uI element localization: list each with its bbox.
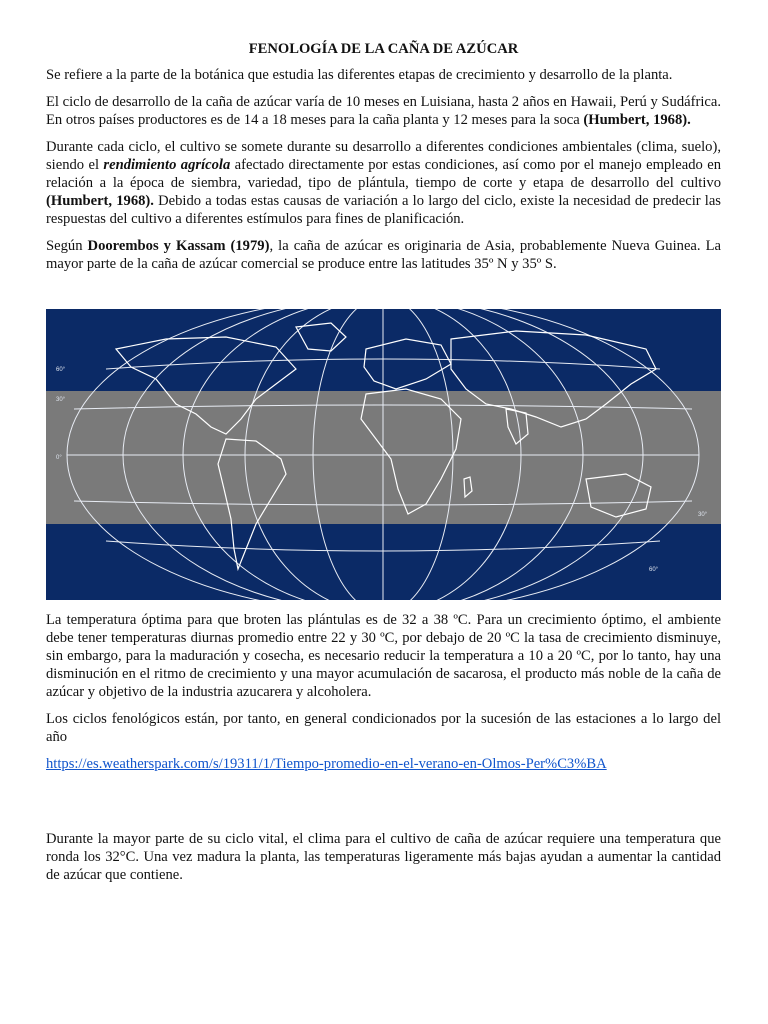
citation-doorembos: Doorembos y Kassam (1979) [87, 238, 270, 254]
paragraph-origin-a: Según [46, 238, 88, 254]
world-map-latitude-band [46, 309, 721, 600]
link-paragraph [46, 755, 721, 773]
weatherspark-link[interactable]: https://es.weatherspark.com/s/19311/1/Tiempo-promedio-en-el-verano-en-Olmos-Per%C3%BA [46, 756, 607, 772]
paragraph-conditions-c: Debido a todas estas causas de variación a lo largo del ciclo, existe la necesidad de predecir las respuestas del cultivo a diferentes estímulos para fines de planificación. [46, 193, 721, 227]
paragraph-temperature: La temperatura óptima para que broten las plántulas es de 32 a 38 ºC. Para un crecimiento óptimo, el ambiente debe tener temperaturas diurnas promedio entre 22 y 30 ºC, por debajo de 20 ºC la tasa de crecimiento disminuye, sin embargo, para la maduración y cosecha, es necesario reducir la temperatura a 10 a 20 ºC, por lo tanto, hay una disminución en el ritmo de crecimiento y una mayor acumulación de sacarosa, el producto más noble de la caña de azúcar y objetivo de la industria azucarera y alcoholera. [46, 612, 721, 700]
citation-humbert: (Humbert, 1968). [583, 112, 691, 128]
citation-humbert-2: (Humbert, 1968). [46, 193, 154, 209]
paragraph-definition: Se refiere a la parte de la botánica que estudia las diferentes etapas de crecimiento y desarrollo de la planta. [46, 67, 673, 83]
paragraph-cycle-text: El ciclo de desarrollo de la caña de azúcar varía de 10 meses en Luisiana, hasta 2 años en Hawaii, Perú y Sudáfrica. En otros países productores es de 14 a 18 meses para la caña planta y 12 meses para la soca [46, 94, 721, 128]
paragraph-conditions-b: afectado directamente por estas condiciones, así como por el manejo empleado en relación a la época de siembra, variedad, tipo de plántula, tiempo de corte y etapa de desarrollo del cultivo [46, 157, 721, 191]
page-title: FENOLOGÍA DE LA CAÑA DE AZÚCAR [248, 41, 519, 57]
paragraph-cycle [46, 93, 721, 129]
document-body-continued [46, 611, 721, 893]
paragraph-origin [46, 237, 721, 273]
emphasis-rendimiento: rendimiento agrícola [103, 157, 231, 173]
paragraph-origin-b: , la caña de azúcar es originaria de Asia, probablemente Nueva Guinea. La mayor parte de la caña de azúcar comercial se produce entre las latitudes 35º N y 35º S. [46, 238, 721, 272]
lat-label-60n: 60° [56, 367, 66, 373]
paragraph-conditions [46, 138, 721, 228]
paragraph-seasons: Los ciclos fenológicos están, por tanto, en general condicionados por la sucesión de las estaciones a lo largo del año [46, 711, 721, 745]
lat-label-0: 0° [56, 455, 62, 461]
document-body [46, 40, 721, 282]
paragraph-climate: Durante la mayor parte de su ciclo vital, el clima para el cultivo de caña de azúcar requiere una temperatura que ronda los 32°C. Una vez madura la planta, las temperaturas ligeramente más bajas ayudan a aumentar la cantidad de azúcar que contiene. [46, 831, 721, 883]
lat-label-60s: 60° [649, 567, 659, 573]
paragraph-conditions-a: Durante cada ciclo, el cultivo se somete durante su desarrollo a diferentes condiciones ambientales (clima, suelo), siendo el [46, 139, 721, 173]
lat-label-30n: 30° [56, 397, 66, 403]
lat-label-30s: 30° [698, 512, 708, 518]
blank-space [46, 782, 721, 830]
